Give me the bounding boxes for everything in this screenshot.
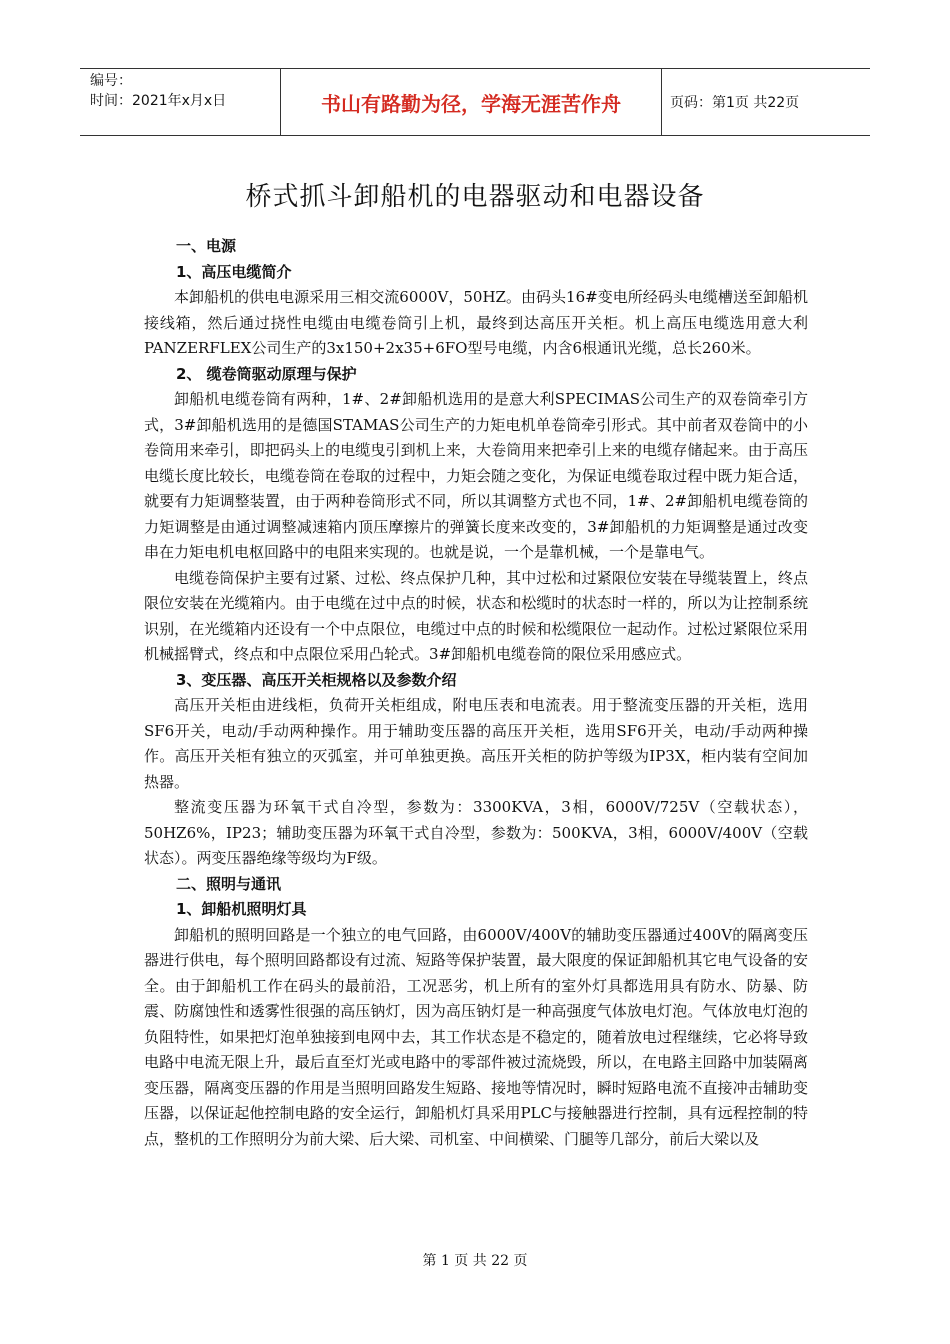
subsection-heading: 1、高压电缆简介 xyxy=(176,262,292,281)
document-number-label: 编号： xyxy=(90,73,132,89)
paragraph: 电缆卷筒保护主要有过紧、过松、终点保护几种，其中过松和过紧限位安装在导缆装置上，终点限位安装在光缆箱内。由于电缆在过中点的时候，状态和松缆时的状态时一样的，所以为让控制系统识别，在光缆箱内还设有一个中点限位，电缆过中点的时候和松缆限位一起动作。过松过紧限位采用机械摇臂式，终点和中点限位采用凸轮式。3#卸船机电缆卷筒的限位采用感应式。 xyxy=(144,568,808,663)
header-page-info: 页码：第1页 共22页 xyxy=(670,95,800,111)
document-title: 桥式抓斗卸船机的电器驱动和电器设备 xyxy=(245,182,705,212)
document-body xyxy=(144,234,808,1152)
section-heading: 二、照明与通讯 xyxy=(176,874,282,893)
paragraph: 整流变压器为环氧干式自冷型，参数为：3300KVA，3相，6000V/725V（空载状态），50HZ6%，IP23；辅助变压器为环氧干式自冷型，参数为：500KVA，3相，6000V/400V（空载状态）。两变压器绝缘等级均为F级。 xyxy=(144,798,808,867)
header-meta xyxy=(80,69,280,135)
paragraph: 本卸船机的供电电源采用三相交流6000V，50HZ。由码头16#变电所经码头电缆槽送至卸船机接线箱，然后通过挠性电缆由电缆卷筒引上机，最终到达高压开关柜。机上高压电缆选用意大利PANZERFLEX公司生产的3x150+2x35+6FO型号电缆，内含6根通讯光缆，总长260米。 xyxy=(144,288,808,357)
header-motto: 书山有路勤为径，学海无涯苦作舟 xyxy=(280,69,662,135)
paragraph: 卸船机电缆卷筒有两种，1#、2#卸船机选用的是意大利SPECIMAS公司生产的双卷筒牵引方式，3#卸船机选用的是德国STAMAS公司生产的力矩电机单卷筒牵引形式。其中前者双卷筒中的小卷筒用来牵引，即把码头上的电缆曳引到机上来，大卷筒用来把牵引上来的电缆存储起来。由于高压电缆长度比较长，电缆卷筒在卷取的过程中，力矩会随之变化，为保证电缆卷取过程中既力矩合适，就要有力矩调整装置，由于两种卷筒形式不同，所以其调整方式也不同，1#、2#卸船机电缆卷筒的力矩调整是由通过调整减速箱内顶压摩擦片的弹簧长度来改变的，3#卸船机的力矩调整是通过改变串在力矩电机电枢回路中的电阻来实现的。也就是说，一个是靠机械，一个是靠电气。 xyxy=(144,390,808,561)
document-time-label: 时间：2021年x月x日 xyxy=(90,93,227,109)
page-header xyxy=(80,68,870,136)
subsection-heading: 1、卸船机照明灯具 xyxy=(176,900,307,918)
paragraph: 卸船机的照明回路是一个独立的电气回路，由6000V/400V的辅助变压器通过400V的隔离变压器进行供电，每个照明回路都设有过流、短路等保护装置，最大限度的保证卸船机其它电气设备的安全。由于卸船机工作在码头的最前沿，工况恶劣，机上所有的室外灯具都选用具有防水、防暴、防震、防腐蚀性和透雾性很强的高压钠灯，因为高压钠灯是一种高强度气体放电灯泡。气体放电灯泡的负阻特性，如果把灯泡单独接到电网中去，其工作状态是不稳定的，随着放电过程继续，它必将导致电路中电流无限上升，最后直至灯光或电路中的零部件被过流烧毁，所以，在电路主回路中加装隔离变压器，隔离变压器的作用是当照明回路发生短路、接地等情况时，瞬时短路电流不直接冲击辅助变压器，以保证起他控制电路的安全运行，卸船机灯具采用PLC与接触器进行控制，具有远程控制的特点，整机的工作照明分为前大梁、后大梁、司机室、中间横梁、门腿等几部分，前后大梁以及 xyxy=(144,925,808,1148)
subsection-heading: 2、 缆卷筒驱动原理与保护 xyxy=(176,364,357,383)
page-footer: 第 1 页 共 22 页 xyxy=(422,1253,528,1269)
section-heading: 一、电源 xyxy=(176,237,237,255)
subsection-heading: 3、变压器、高压开关柜规格以及参数介绍 xyxy=(176,670,457,689)
paragraph: 高压开关柜由进线柜，负荷开关柜组成，附电压表和电流表。用于整流变压器的开关柜，选用SF6开关，电动/手动两种操作。用于辅助变压器的高压开关柜，选用SF6开关，电动/手动两种操作。高压开关柜有独立的灭弧室，并可单独更换。高压开关柜的防护等级为IP3X，柜内装有空间加热器。 xyxy=(144,696,808,791)
